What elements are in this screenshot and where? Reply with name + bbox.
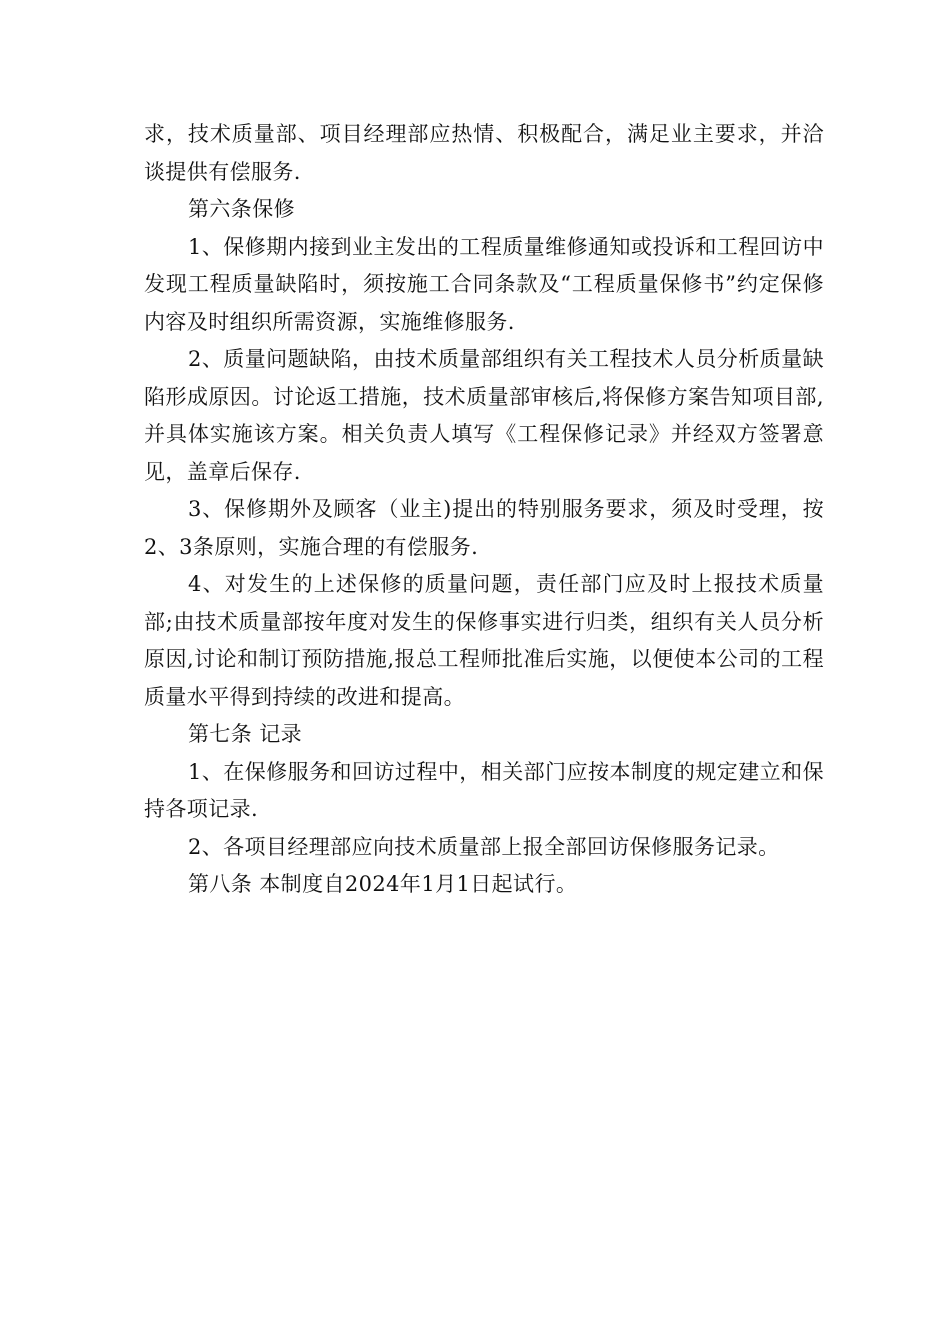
article-6-heading: 第六条保修 [188,197,295,221]
article-8: 第八条 本制度自2024年1月1日起试行。 [188,872,578,896]
article-6-item-4: 4、对发生的上述保修的质量问题，责任部门应及时上报技术质量部;由技术质量部按年度对发生的保修事实进行归类，组织有关人员分析原因,讨论和制订预防措施,报总工程师批准后实施，以便使本公司的工程质量水平得到持续的改进和提高。 [144,572,824,709]
paragraph-continuation: 求，技术质量部、项目经理部应热情、积极配合，满足业主要求，并洽谈提供有偿服务. [144,122,824,184]
article-7-item-1: 1、在保修服务和回访过程中，相关部门应按本制度的规定建立和保持各项记录. [144,759,824,821]
article-6-item-2: 2、质量问题缺陷，由技术质量部组织有关工程技术人员分析质量缺陷形成原因。讨论返工措施，技术质量部审核后,将保修方案告知项目部,并具体实施该方案。相关负责人填写《工程保修记录》并经双方签署意见，盖章后保存. [144,347,824,484]
document-body [144,116,824,904]
article-7-item-2: 2、各项目经理部应向技术质量部上报全部回访保修服务记录。 [188,834,780,859]
article-6-item-3: 3、保修期外及顾客（业主)提出的特别服务要求，须及时受理，按2、3条原则，实施合理的有偿服务. [144,497,824,559]
article-6-item-1: 1、保修期内接到业主发出的工程质量维修通知或投诉和工程回访中发现工程质量缺陷时，须按施工合同条款及“工程质量保修书”约定保修内容及时组织所需资源，实施维修服务. [144,234,824,334]
article-7-heading: 第七条 记录 [188,722,303,746]
